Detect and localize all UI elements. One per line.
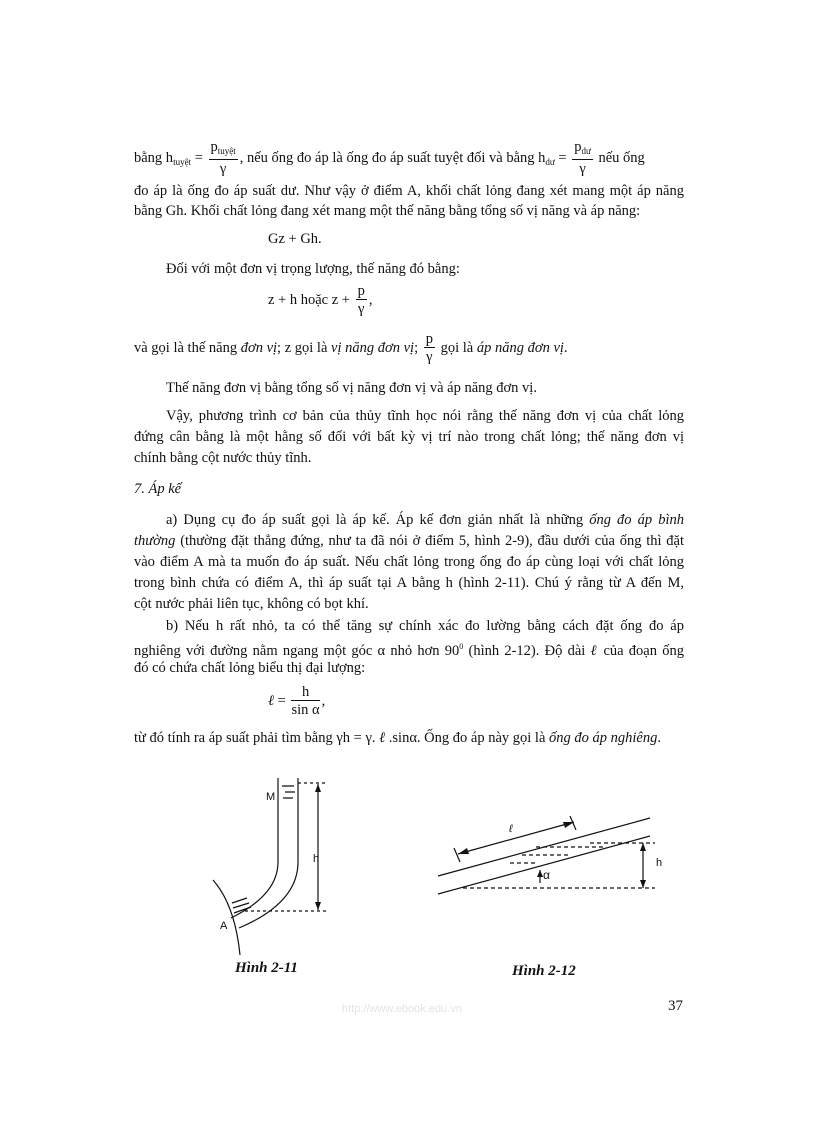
- text-goi-la: và gọi là thế năng đơn vị; z gọi là vị năng đơn vị; $\frac{p}{\gamma}$ gọi là áp năng đơn vị.: [134, 331, 568, 366]
- fraction-p-du: $\frac{p_{dư}}{\gamma}$: [574, 139, 591, 178]
- equation-z-h: z + h hoặc z + $\frac{p}{\gamma}$ ,: [268, 283, 373, 318]
- figure-2-12: [430, 808, 670, 908]
- text-tu-do: từ đó tính ra áp suất phải tìm bằng γh = γ. ℓ .sinα. Ống đo áp này gọi là ống đo áp nghiêng.: [134, 730, 661, 746]
- figure-2-12-label-l: ℓ: [509, 823, 513, 835]
- text-doi-voi: Đối với một đơn vị trọng lượng, thế năng đó bằng:: [166, 261, 460, 277]
- para-a-l4: trong bình chứa có điểm A, thì áp suất tại A bằng h (hình 2-11). Chú ý rằng từ A đến M,: [134, 575, 684, 591]
- arrow-ell-right: [563, 822, 574, 828]
- tube-lower-wall: [438, 836, 650, 894]
- arrow-down: [315, 902, 321, 910]
- section-heading: 7. Áp kế: [134, 481, 182, 497]
- fraction-p-tuyet: $\frac{p_{tuyệt}}{\gamma}$: [210, 139, 236, 178]
- text-line-1: bằng $h_{tuyệt}$ = $\frac{p_{tuyệt}}{\gamma}$ , nếu ống đo áp là ống đo áp suất tuyệt đối và bằng $h_{dư}$ = $\frac{p_{dư}}{\gamma}$ nếu ống: [134, 139, 645, 178]
- fraction-h-sin: $\frac{h}{\text{sin α}}$: [291, 684, 320, 719]
- figure-2-12-label-alpha: α: [543, 868, 550, 882]
- figure-2-11-label-a: A: [220, 920, 228, 932]
- arrow-h-down: [640, 880, 646, 888]
- equation-gz-gh: Gz + Gh.: [268, 231, 322, 247]
- para-vay-l3: chính bằng cột nước thủy tĩnh.: [134, 450, 312, 466]
- figure-2-12-label-h: h: [656, 857, 663, 869]
- para-vay-l2: đứng cân bằng là một hằng số đối với bất kỳ vị trí nào trong chất lỏng; thế năng đơn vị: [134, 429, 684, 445]
- meniscus-marks: [282, 786, 295, 798]
- figure-2-11: [205, 770, 355, 960]
- text-line-3: bằng Gh. Khối chất lỏng đang xét mang một thế năng bằng tổng số vị năng và áp năng:: [134, 203, 641, 219]
- dim-tick-left: [454, 848, 460, 862]
- arrow-ell-left: [458, 848, 469, 854]
- figure-2-11-label-m: M: [266, 791, 276, 803]
- para-a-l2: thường (thường đặt thẳng đứng, như ta đã nói ở điểm 5, hình 2-9), đầu dưới của ống thì đặt: [134, 533, 684, 549]
- dim-line-ell: [458, 822, 574, 854]
- para-b-l2: nghiêng với đường nằm ngang một góc α nhỏ hơn $90^0$ (hình 2-12). Độ dài ℓ của đoạn ống: [134, 642, 684, 659]
- para-a-l1: a) Dụng cụ đo áp suất gọi là áp kế. Áp kế đơn giản nhất là những ống đo áp bình: [166, 512, 685, 528]
- arrow-up: [315, 784, 321, 792]
- fraction-p-gamma: $\frac{p}{\gamma}$: [357, 283, 365, 318]
- figure-2-11-label-h: h: [313, 853, 320, 865]
- fill-marks: [232, 898, 251, 913]
- figure-2-12-caption: Hình 2-12: [512, 963, 576, 979]
- figure-2-11-caption: Hình 2-11: [235, 960, 298, 976]
- fluid-marks: [510, 847, 605, 863]
- arrow-h-up: [640, 843, 646, 851]
- para-b-l3: đó có chứa chất lỏng biểu thị đại lượng:: [134, 660, 366, 676]
- fraction-p-gamma-2: $\frac{p}{\gamma}$: [425, 331, 433, 366]
- equation-ell: ℓ = $\frac{h}{\text{sin α}}$ ,: [268, 684, 326, 719]
- para-b-l1: b) Nếu h rất nhỏ, ta có thể tăng sự chính xác đo lường bằng cách đặt ống đo áp: [166, 618, 684, 634]
- para-a-l5: cột nước phải liên tục, không có bọt khí.: [134, 596, 369, 612]
- para-vay-l1: Vậy, phương trình cơ bản của thủy tĩnh học nói rằng thế năng đơn vị của chất lỏng: [166, 408, 684, 424]
- para-a-l3: vào điểm A mà ta muốn đo áp suất. Nếu chất lỏng trong ống đo áp cùng loại với chất lỏng: [134, 554, 684, 570]
- watermark: http://www.ebook.edu.vn: [342, 1003, 462, 1015]
- text-the-nang: Thế năng đơn vị bằng tổng số vị năng đơn vị và áp năng đơn vị.: [166, 380, 537, 396]
- page-number: 37: [668, 998, 683, 1014]
- vessel-wall: [213, 880, 240, 955]
- text-line-2: đo áp là ống đo áp suất dư. Như vậy ở điểm A, khối chất lỏng đang xét mang một áp năng: [134, 183, 684, 199]
